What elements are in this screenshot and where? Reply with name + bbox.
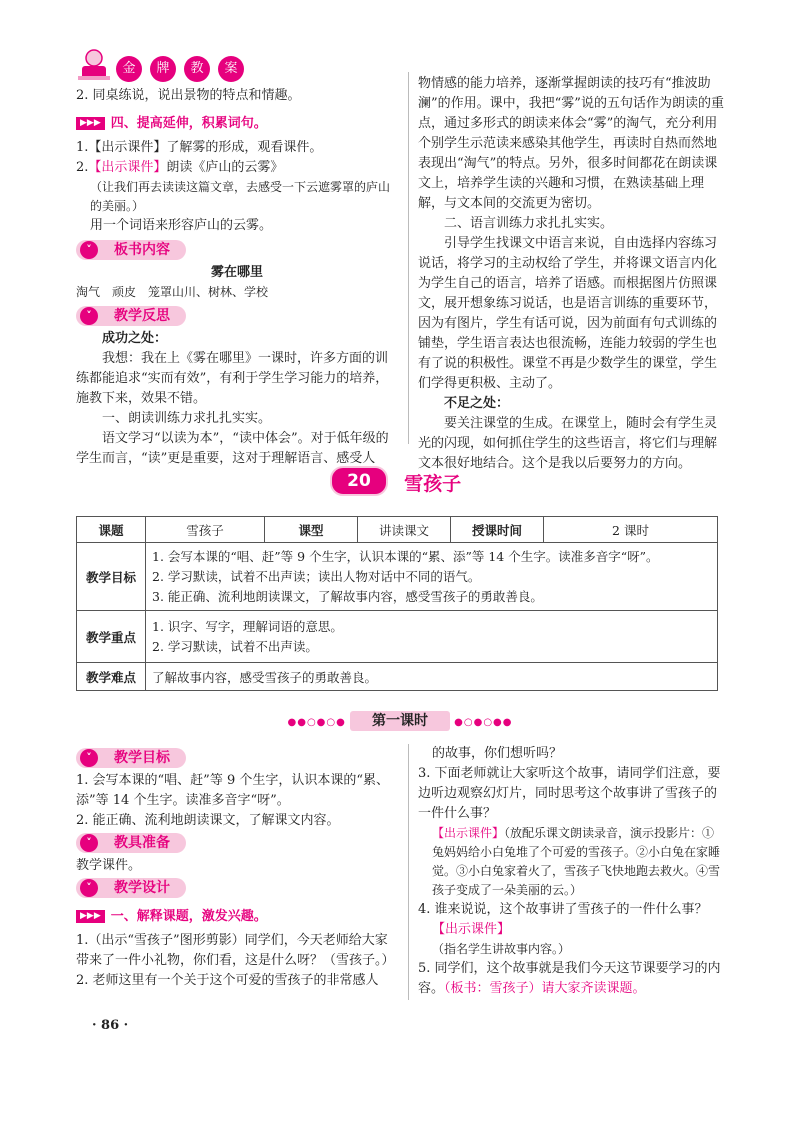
design-item3: 3. 下面老师就让大家听这个故事，请同学们注意，要边听边观察幻灯片，同时思考这个故事讲了雪孩子的一件什么事？ [418, 766, 721, 821]
chevron-icon: ˅ [80, 834, 98, 852]
reflect-para3: 语文学习“以读为本”，“读中体会”。对于低年级的学生而言，“读”更是重要，这对于理解语言、感受人 [76, 431, 389, 466]
design-item4-tag: 【出示课件】 [432, 922, 511, 937]
table-row [77, 543, 718, 611]
tools-text: 教学课件。 [76, 858, 142, 873]
period-title: 第一课时 [350, 711, 450, 731]
lesson-heading [330, 466, 461, 496]
design-item1: 1.（出示“雪孩子”图形剪影）同学们，今天老师给大家带来了一件小礼物，你们看，这是什么呀？（雪孩子。） [76, 933, 395, 968]
arrow-tag-icon: ▶▶▶ [76, 117, 105, 130]
design-item4: 4. 谁来说说，这个故事讲了雪孩子的一件什么事？ [418, 902, 708, 917]
right-para4: 要关注课堂的生成。在课堂上，随时会有学生灵光的闪现，如何抓住学生的这些语言，将它们与理解文本很好地结合。这个是我以后要努力的方向。 [418, 416, 718, 471]
sec4-heading: ▶▶▶ 四、提高延伸，积累词句。 [76, 114, 398, 134]
right-para3: 引导学生找课文中语言来说，自由选择内容练习说话，将学习的主动权给了学生，并将课文语言内化为学生自己的语言，培养了语感。而根据图片仿照课文，展开想象练习说话，也是语言训练的重要环节，因为有图片，学生有话可说，因为前面有句式训练的铺垫，学生语言表达也很流畅，连能力较弱的学生也有了说的积极性。课堂不再是少数学生的课堂，学生们学得更积极、主动了。 [418, 236, 718, 391]
design-item2: 2. 老师这里有一个关于这个可爱的雪孩子的非常感人 [76, 973, 379, 988]
lesson-title: 雪孩子 [404, 473, 462, 495]
column-divider [408, 72, 409, 444]
teacher-mascot-icon [76, 48, 112, 84]
right-para2: 二、语言训练力求扎扎实实。 [444, 216, 614, 231]
design-item5: 5. 同学们，这个故事就是我们今天这节课要学习的内容。（板书：雪孩子）请大家齐读课题。 [418, 961, 721, 996]
design-item4-note: （指名学生讲故事内容。） [432, 942, 571, 956]
fail-title: 不足之处： [444, 396, 510, 411]
header-char-3: 教 [184, 56, 210, 82]
chevron-icon: ˅ [80, 241, 98, 259]
goal-item1: 1. 会写本课的“唱、赶”等 9 个生字，认识本课的“累、添”等 14 个生字。读准多音字“呀”。 [76, 773, 390, 808]
goal-banner: ˅ 教学目标 [76, 748, 398, 769]
sec4-item1: 1.【出示课件】了解雾的形成，观看课件。 [76, 140, 323, 155]
success-title: 成功之处： [102, 331, 168, 346]
arrow-tag-icon: ▶▶▶ [76, 910, 105, 923]
page-header [76, 48, 306, 84]
reflect-para2: 一、朗读训练力求扎扎实实。 [102, 411, 272, 426]
cell-topic-label: 课题 [77, 517, 146, 543]
table-row [77, 663, 718, 691]
header-char-4: 案 [218, 56, 244, 82]
reflect-banner: ˅ 教学反思 [76, 306, 398, 327]
cell-type-label: 课型 [265, 517, 358, 543]
sec4-item2-note: （让我们再去读读这篇文章，去感受一下云遮雾罩的庐山的美丽。） [90, 180, 391, 213]
sec4-item2: 2.【出示课件】朗读《庐山的云雾》 [76, 160, 284, 175]
tools-banner: ˅ 教具准备 [76, 833, 398, 854]
chevron-icon: ˅ [80, 749, 98, 767]
sec4-item2-task: 用一个词语来形容庐山的云雾。 [90, 218, 273, 233]
left-top-column [76, 86, 398, 469]
cell-time-label: 授课时间 [451, 517, 544, 543]
right-top-column [418, 74, 726, 474]
cell-goal-label: 教学目标 [77, 543, 146, 611]
right-para1: 物情感的能力培养，逐渐掌握朗读的技巧有“推波助澜”的作用。课中，我把“雾”说的五句话作为朗读的重点，通过多形式的朗读来体会“雾”的淘气，充分利用个别学生示范读来感染其他学生，再读时自热而然地表现出“淘气”的特点。另外，很多时间都花在朗读课文上，培养学生读的兴趣和习惯，在熟读基础上理解，与文本间的交流更为密切。 [418, 76, 724, 211]
lesson-info-table [76, 516, 718, 691]
board-title: 雾在哪里 [210, 265, 263, 280]
right-bottom-column [418, 744, 726, 999]
header-char-2: 牌 [150, 56, 176, 82]
header-char-1: 金 [116, 56, 142, 82]
lesson-number: 20 [330, 466, 388, 496]
right-line1: 的故事，你们想听吗？ [432, 746, 563, 761]
design-item3-note: 【出示课件】（放配乐课文朗读录音，演示投影片：①兔妈妈给小白兔堆了个可爱的雪孩子。②小白兔在家睡觉。③小白兔家着火了，雪孩子飞快地跑去救火。④雪孩子变成了一朵美丽的云。） [432, 826, 721, 897]
chevron-icon: ˅ [80, 307, 98, 325]
reflect-para1: 我想：我在上《雾在哪里》一课时，许多方面的训练都能追求“实而有效”，有利于学生学习能力的培养，施教下来，效果不错。 [76, 351, 389, 406]
table-row [77, 611, 718, 663]
cell-topic-value: 雪孩子 [146, 517, 265, 543]
cell-key-value: 1. 识字、写字，理解词语的意思。 2. 学习默读，试着不出声读。 [146, 611, 718, 663]
cell-goal-value: 1. 会写本课的“唱、赶”等 9 个生字，认识本课的“累、添”等 14 个生字。读准多音字“呀”。 2. 学习默读，试着不出声读；读出人物对话中不同的语气。 3. 能正确、流利地朗读课文，了解故事内容，感受雪孩子的勇敢善良。 [146, 543, 718, 611]
left-line1: 2. 同桌练说，说出景物的特点和情趣。 [76, 88, 301, 103]
column-divider-bottom [408, 744, 409, 1000]
cell-diff-label: 教学难点 [77, 663, 146, 691]
page-number: · 86 · [92, 1018, 129, 1033]
board-banner: ˅ 板书内容 [76, 240, 398, 261]
chevron-icon: ˅ [80, 879, 98, 897]
goal-item2: 2. 能正确、流利地朗读课文，了解课文内容。 [76, 813, 340, 828]
period-divider: ●●○●○● 第一课时 ●○●○●● [287, 713, 513, 729]
board-line: 淘气 顽皮 笼罩山川、树林、学校 [76, 285, 269, 299]
cell-type-value: 讲读课文 [358, 517, 451, 543]
left-bottom-column [76, 748, 398, 991]
cell-key-label: 教学重点 [77, 611, 146, 663]
sec1-heading: ▶▶▶ 一、解释课题，激发兴趣。 [76, 907, 398, 927]
cell-diff-value: 了解故事内容，感受雪孩子的勇敢善良。 [146, 663, 718, 691]
cell-time-value: 2 课时 [544, 517, 718, 543]
table-row [77, 517, 718, 543]
design-banner: ˅ 教学设计 [76, 878, 398, 899]
